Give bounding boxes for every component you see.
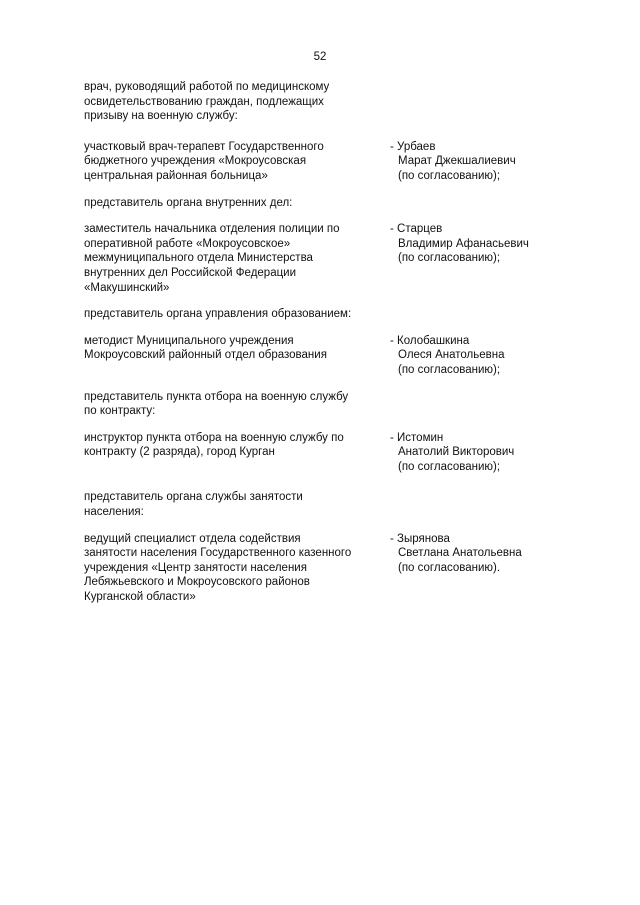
member-position: методист Муниципального учреждения Мокроусовский районный отдел образования (84, 334, 327, 362)
member-row (84, 532, 564, 605)
member-row (84, 222, 564, 295)
section-heading: представитель органа управления образованием: (84, 308, 352, 321)
member-name: - Урбаев Марат Джекшалиевич (по согласованию); (390, 140, 516, 182)
section-heading: врач, руководящий работой по медицинскому освидетельствованию граждан, подлежащих призыву на военную службу: (84, 81, 330, 123)
commission-list (84, 80, 564, 605)
member-name: - Истомин Анатолий Викторович (по согласованию); (390, 431, 515, 473)
member-position: заместитель начальника отделения полиции по оперативной работе «Мокроусовское» межмуниципального отдела Министерства внутренних дел Российской Федерации «Макушинский» (84, 223, 340, 294)
member-name: - Колобашкина Олеся Анатольевна (по согласованию); (390, 334, 505, 376)
member-row (84, 334, 564, 378)
section-heading: представитель органа службы занятости населения: (84, 491, 303, 519)
member-position: ведущий специалист отдела содействия занятости населения Государственного казенного учреждения «Центр занятости населения Лебяжьевского и Мокроусовского районов Курганской области» (84, 532, 352, 604)
page-number: 52 (313, 51, 327, 63)
section-heading: представитель органа внутренних дел: (84, 196, 293, 209)
member-name: - Зырянова Светлана Анатольевна (по согласованию). (390, 532, 522, 574)
section-heading: представитель пункта отбора на военную службу по контракту: (84, 390, 349, 418)
member-name: - Старцев Владимир Афанасьевич (по согласованию); (390, 223, 529, 265)
member-row (84, 140, 564, 184)
member-position: инструктор пункта отбора на военную службу по контракту (2 разряда), город Курган (84, 431, 344, 459)
member-row (84, 431, 564, 475)
member-position: участковый врач-терапевт Государственного бюджетного учреждения «Мокроусовская центральная районная больница» (84, 140, 324, 182)
